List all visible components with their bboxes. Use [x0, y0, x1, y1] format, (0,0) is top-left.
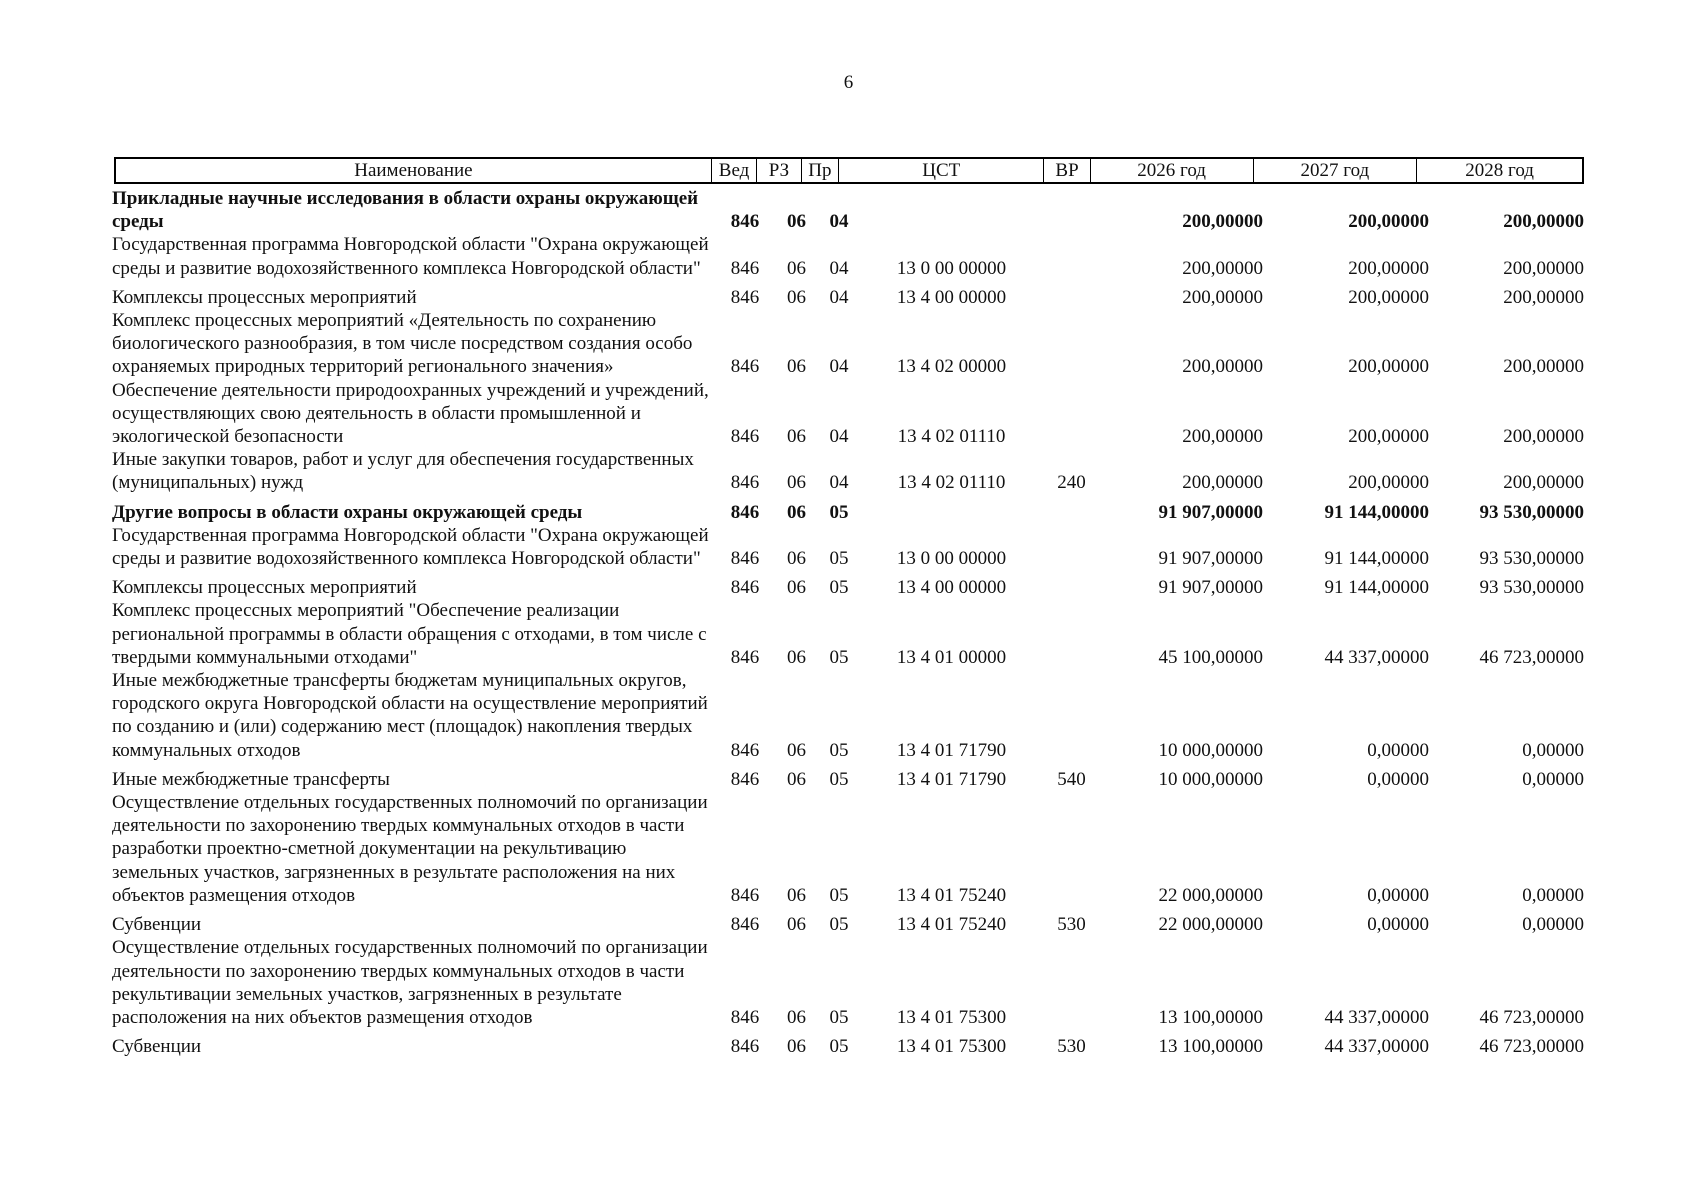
cell-rz: 06: [787, 426, 806, 448]
cell-pr: 04: [829, 211, 849, 233]
table-row: [112, 768, 1584, 791]
cell-2027: 91 144,00000: [1324, 501, 1429, 523]
cell-pr: 04: [829, 286, 849, 308]
cell-name: Комплексы процессных мероприятий: [112, 286, 417, 308]
cell-rz: 06: [787, 356, 806, 378]
table-row: [112, 913, 1584, 936]
cell-cst: 13 4 01 71790: [896, 768, 1007, 790]
cell-name: Комплексы процессных мероприятий: [112, 577, 417, 599]
cell-rz: 06: [787, 739, 806, 761]
cell-2027: 0,00000: [1367, 914, 1429, 936]
cell-cst: 13 4 00 00000: [896, 577, 1007, 599]
cell-name: Другие вопросы в области охраны окружающей среды: [112, 501, 583, 523]
cell-vr: 530: [1057, 914, 1086, 936]
cell-pr: 05: [829, 646, 849, 668]
cell-2028: 46 723,00000: [1479, 1036, 1584, 1058]
cell-2026: 200,00000: [1182, 211, 1263, 233]
cell-rz: 06: [787, 577, 806, 599]
cell-2027: 200,00000: [1348, 426, 1429, 448]
table-row: [112, 187, 1584, 233]
cell-cst: 13 4 02 01110: [897, 426, 1006, 448]
table-row: [112, 936, 1584, 1029]
cell-2027: 200,00000: [1348, 286, 1429, 308]
cell-rz: 06: [787, 884, 806, 906]
cell-cst: 13 0 00 00000: [896, 257, 1007, 279]
cell-rz: 06: [787, 646, 806, 668]
cell-pr: 05: [829, 768, 849, 790]
cell-ved: 846: [730, 548, 760, 570]
cell-cst: 13 4 01 75240: [896, 914, 1007, 936]
cell-pr: 05: [829, 884, 849, 906]
cell-rz: 06: [787, 1036, 806, 1058]
cell-ved: 846: [730, 646, 760, 668]
cell-2026: 200,00000: [1182, 257, 1263, 279]
cell-2026: 13 100,00000: [1158, 1006, 1263, 1028]
cell-2026: 91 907,00000: [1158, 548, 1263, 570]
cell-ved: 846: [730, 426, 760, 448]
cell-rz: 06: [787, 472, 806, 494]
cell-2027: 0,00000: [1367, 739, 1429, 761]
column-header-2027: 2027 год: [1254, 159, 1418, 182]
cell-2026: 10 000,00000: [1158, 739, 1263, 761]
cell-name: Иные межбюджетные трансферты: [112, 768, 390, 790]
cell-pr: 05: [829, 1036, 849, 1058]
cell-cst: 13 4 01 71790: [896, 739, 1007, 761]
cell-name: Субвенции: [112, 914, 202, 936]
cell-2027: 91 144,00000: [1324, 548, 1429, 570]
cell-2027: 200,00000: [1348, 257, 1429, 279]
cell-cst: 13 4 02 00000: [896, 356, 1007, 378]
cell-cst: 13 4 00 00000: [896, 286, 1007, 308]
cell-rz: 06: [787, 1006, 806, 1028]
cell-2026: 200,00000: [1182, 472, 1263, 494]
cell-ved: 846: [730, 257, 760, 279]
cell-2027: 44 337,00000: [1324, 1006, 1429, 1028]
cell-name: Осуществление отдельных государственных полномочий по организации деятельности по захоронению твердых коммунальных отходов в части разработки проектно-сметной документации на рекультивацию земельных участков, загрязненных в результате расположения на них объектов размещения отходов: [112, 792, 708, 906]
table-row: [112, 286, 1584, 309]
page-number: 6: [843, 72, 854, 93]
table-body: [112, 187, 1584, 1058]
table-row: [112, 309, 1584, 379]
cell-2026: 10 000,00000: [1158, 768, 1263, 790]
table-row: [112, 379, 1584, 449]
cell-2027: 200,00000: [1348, 356, 1429, 378]
cell-2026: 200,00000: [1182, 356, 1263, 378]
column-header-name: Наименование: [116, 159, 712, 182]
cell-2028: 0,00000: [1522, 914, 1584, 936]
cell-rz: 06: [787, 257, 806, 279]
cell-2028: 200,00000: [1503, 472, 1584, 494]
column-header-ved: Вед: [712, 159, 757, 182]
cell-2026: 91 907,00000: [1158, 577, 1263, 599]
cell-rz: 06: [787, 286, 806, 308]
cell-rz: 06: [787, 501, 806, 523]
cell-ved: 846: [730, 211, 760, 233]
table-row: [112, 233, 1584, 279]
table-row: [112, 576, 1584, 599]
table-row: [112, 599, 1584, 669]
column-header-pr: Пр: [802, 159, 840, 182]
cell-2027: 200,00000: [1348, 472, 1429, 494]
cell-ved: 846: [730, 501, 760, 523]
cell-2028: 0,00000: [1522, 739, 1584, 761]
cell-ved: 846: [730, 356, 760, 378]
column-header-vr: ВР: [1044, 159, 1090, 182]
table-row: [112, 524, 1584, 570]
cell-name: Субвенции: [112, 1036, 202, 1058]
cell-rz: 06: [787, 211, 806, 233]
cell-cst: 13 4 01 75300: [896, 1036, 1007, 1058]
table-row: [112, 669, 1584, 762]
cell-2027: 200,00000: [1348, 211, 1429, 233]
cell-pr: 05: [829, 914, 849, 936]
cell-2026: 200,00000: [1182, 286, 1263, 308]
cell-pr: 05: [829, 1006, 849, 1028]
table-row: [112, 448, 1584, 494]
cell-2027: 0,00000: [1367, 884, 1429, 906]
cell-name: Государственная программа Новгородской области "Охрана окружающей среды и развитие водохозяйственного комплекса Новгородской области": [112, 524, 709, 570]
cell-2027: 44 337,00000: [1324, 646, 1429, 668]
cell-name: Прикладные научные исследования в области охраны окружающей среды: [112, 188, 699, 233]
cell-ved: 846: [730, 884, 760, 906]
cell-2028: 200,00000: [1503, 356, 1584, 378]
cell-name: Иные межбюджетные трансферты бюджетам муниципальных округов, городского округа Новгородской области на осуществление мероприятий по созданию и (или) содержанию мест (площадок) накопления твердых коммунальных отходов: [112, 670, 708, 761]
cell-pr: 04: [829, 356, 849, 378]
cell-pr: 04: [829, 426, 849, 448]
cell-vr: 540: [1057, 768, 1086, 790]
cell-name: Комплекс процессных мероприятий "Обеспечение реализации региональной программы в области обращения с отходами, в том числе с твердыми коммунальными отходами": [112, 600, 707, 668]
cell-2027: 0,00000: [1367, 768, 1429, 790]
cell-ved: 846: [730, 472, 760, 494]
cell-name: Государственная программа Новгородской области "Охрана окружающей среды и развитие водохозяйственного комплекса Новгородской области": [112, 234, 709, 279]
cell-2026: 22 000,00000: [1158, 884, 1263, 906]
cell-cst: 13 4 02 01110: [897, 472, 1006, 494]
cell-name: Обеспечение деятельности природоохранных учреждений и учреждений, осуществляющих свою деятельность в области промышленной и экологической безопасности: [112, 379, 709, 448]
cell-2028: 200,00000: [1503, 286, 1584, 308]
table-row: [112, 791, 1584, 907]
cell-ved: 846: [730, 739, 760, 761]
table-row: [112, 501, 1584, 524]
cell-2026: 45 100,00000: [1158, 646, 1263, 668]
cell-name: Иные закупки товаров, работ и услуг для обеспечения государственных (муниципальных) нужд: [112, 449, 694, 494]
cell-2026: 13 100,00000: [1158, 1036, 1263, 1058]
cell-pr: 04: [829, 472, 849, 494]
cell-2027: 44 337,00000: [1324, 1036, 1429, 1058]
column-header-rz: РЗ: [757, 159, 801, 182]
cell-ved: 846: [730, 1036, 760, 1058]
cell-rz: 06: [787, 768, 806, 790]
cell-2028: 46 723,00000: [1479, 646, 1584, 668]
column-header-2026: 2026 год: [1091, 159, 1254, 182]
cell-cst: 13 4 01 75300: [896, 1006, 1007, 1028]
table-row: [112, 1035, 1584, 1058]
column-header-2028: 2028 год: [1465, 159, 1534, 181]
cell-rz: 06: [787, 914, 806, 936]
column-header-cst: ЦСТ: [839, 159, 1044, 182]
cell-2028: 200,00000: [1503, 257, 1584, 279]
cell-pr: 04: [829, 257, 849, 279]
cell-2028: 0,00000: [1522, 884, 1584, 906]
cell-2028: 200,00000: [1503, 211, 1584, 233]
cell-2027: 91 144,00000: [1324, 577, 1429, 599]
cell-ved: 846: [730, 286, 760, 308]
cell-2026: 200,00000: [1182, 426, 1263, 448]
cell-ved: 846: [730, 768, 760, 790]
cell-2028: 200,00000: [1503, 426, 1584, 448]
cell-vr: 530: [1057, 1036, 1086, 1058]
cell-ved: 846: [730, 1006, 760, 1028]
cell-rz: 06: [787, 548, 806, 570]
cell-ved: 846: [730, 914, 760, 936]
cell-2026: 22 000,00000: [1158, 914, 1263, 936]
cell-2028: 0,00000: [1522, 768, 1584, 790]
cell-pr: 05: [829, 577, 849, 599]
cell-name: Осуществление отдельных государственных полномочий по организации деятельности по захоронению твердых коммунальных отходов в части рекультивации земельных участков, загрязненных в результате расположения на них объектов размещения отходов: [112, 937, 708, 1028]
cell-pr: 05: [829, 501, 849, 523]
cell-ved: 846: [730, 577, 760, 599]
cell-2028: 46 723,00000: [1479, 1006, 1584, 1028]
table-header: [114, 157, 1584, 184]
cell-2028: 93 530,00000: [1479, 548, 1584, 570]
cell-2028: 93 530,00000: [1479, 501, 1584, 523]
cell-2028: 93 530,00000: [1479, 577, 1584, 599]
cell-cst: 13 4 01 00000: [896, 646, 1007, 668]
cell-pr: 05: [829, 548, 849, 570]
cell-cst: 13 0 00 00000: [896, 548, 1007, 570]
cell-vr: 240: [1057, 472, 1086, 494]
cell-cst: 13 4 01 75240: [896, 884, 1007, 906]
cell-pr: 05: [829, 739, 849, 761]
cell-2026: 91 907,00000: [1158, 501, 1263, 523]
cell-name: Комплекс процессных мероприятий «Деятельность по сохранению биологического разнообразия, в том числе посредством создания особо охраняемых природных территорий регионального значения»: [112, 310, 693, 378]
